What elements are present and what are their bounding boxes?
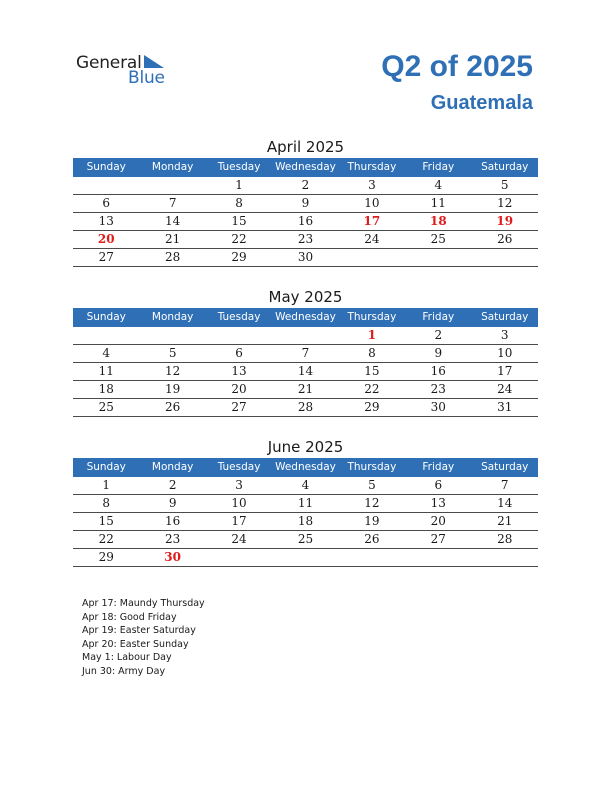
day-cell: 27 (430, 532, 446, 546)
month-name: May 2025 (268, 288, 343, 306)
empty-day-cell (339, 549, 405, 566)
day-cell: 1 (102, 478, 111, 492)
weekday-label: Saturday (481, 161, 529, 173)
empty-day-cell (472, 249, 538, 266)
weekday-label: Sunday (86, 161, 126, 173)
day-cell: 8 (102, 496, 111, 510)
weekday-header (73, 458, 538, 477)
month-calendar (73, 436, 538, 567)
day-cell: 21 (297, 382, 314, 396)
holiday-item: May 1: Labour Day (82, 652, 172, 664)
logo-general-text: General (76, 53, 142, 73)
day-cell: 20 (231, 382, 247, 396)
week-row (73, 513, 538, 531)
week-row (73, 549, 538, 567)
empty-day-cell (339, 249, 405, 266)
holiday-item: Apr 17: Maundy Thursday (82, 598, 205, 609)
day-cell: 24 (364, 232, 380, 246)
day-cell: 1 (235, 178, 243, 192)
day-cell: 13 (430, 496, 446, 510)
day-cell: 4 (434, 178, 443, 192)
day-cell: 7 (301, 346, 310, 360)
day-cell: 19 (496, 214, 514, 228)
holiday-item: Apr 19: Easter Saturday (82, 625, 196, 637)
day-cell: 14 (297, 364, 314, 378)
month-name: June 2025 (267, 438, 344, 456)
day-cell: 16 (297, 214, 314, 228)
day-cell: 24 (231, 532, 247, 546)
day-cell: 9 (301, 196, 310, 210)
empty-day-cell (206, 549, 272, 566)
day-cell: 19 (364, 514, 380, 528)
day-cell: 23 (297, 232, 314, 246)
day-cell: 1 (367, 328, 377, 342)
day-cell: 14 (497, 496, 513, 510)
week-row (73, 477, 538, 495)
day-cell: 7 (168, 196, 177, 210)
day-cell: 10 (497, 346, 513, 360)
week-row (73, 177, 538, 195)
day-cell: 31 (497, 400, 513, 414)
empty-day-cell (73, 177, 139, 194)
weekday-header (73, 158, 538, 177)
day-cell: 3 (368, 178, 376, 192)
weekday-label: Tuesday (217, 161, 261, 173)
day-cell: 30 (430, 400, 446, 414)
empty-day-cell (405, 249, 471, 266)
month-calendar (73, 136, 538, 267)
weekday-label: Wednesday (275, 161, 336, 173)
day-cell: 4 (102, 346, 111, 360)
empty-day-cell (272, 549, 338, 566)
day-cell: 5 (368, 478, 376, 492)
logo-triangle-icon (144, 55, 164, 68)
day-cell: 21 (497, 514, 513, 528)
day-cell: 17 (497, 364, 513, 378)
day-cell: 25 (430, 232, 446, 246)
day-cell: 2 (168, 478, 177, 492)
week-row (73, 381, 538, 399)
day-cell: 19 (164, 382, 181, 396)
day-cell: 15 (98, 514, 114, 528)
empty-day-cell (139, 177, 205, 194)
day-cell: 15 (231, 214, 247, 228)
day-cell: 13 (98, 214, 114, 228)
week-row (73, 327, 538, 345)
day-cell: 17 (231, 514, 247, 528)
holiday-item: Apr 20: Easter Sunday (82, 638, 189, 650)
day-cell: 12 (164, 364, 181, 378)
day-cell: 22 (231, 232, 247, 246)
day-cell: 22 (364, 382, 380, 396)
weekday-label: Friday (422, 311, 455, 323)
empty-day-cell (139, 327, 205, 344)
day-cell: 10 (231, 496, 247, 510)
weekday-label: Tuesday (217, 461, 261, 473)
weekday-label: Saturday (481, 461, 529, 473)
weekday-label: Sunday (86, 461, 126, 473)
day-cell: 2 (301, 178, 310, 192)
day-cell: 4 (301, 478, 310, 492)
empty-day-cell (206, 327, 272, 344)
day-cell: 26 (364, 532, 380, 546)
day-cell: 5 (500, 178, 509, 192)
day-cell: 29 (364, 400, 380, 414)
empty-day-cell (272, 327, 338, 344)
day-cell: 7 (500, 478, 509, 492)
day-cell: 9 (434, 346, 443, 360)
week-row (73, 345, 538, 363)
day-cell: 20 (430, 514, 446, 528)
day-cell: 20 (97, 232, 115, 246)
empty-day-cell (73, 327, 139, 344)
day-cell: 24 (497, 382, 513, 396)
day-cell: 29 (98, 550, 114, 564)
day-cell: 23 (430, 382, 446, 396)
weekday-label: Thursday (347, 161, 397, 173)
country-name: Guatemala (430, 92, 533, 114)
day-cell: 15 (364, 364, 380, 378)
day-cell: 25 (98, 400, 114, 414)
day-cell: 3 (500, 328, 509, 342)
day-cell: 28 (297, 400, 314, 414)
day-cell: 27 (98, 250, 114, 264)
day-cell: 11 (297, 496, 314, 510)
weekday-label: Sunday (86, 311, 126, 323)
generalblue-logo (76, 53, 176, 89)
day-cell: 11 (98, 364, 114, 378)
week-row (73, 531, 538, 549)
day-cell: 11 (430, 196, 446, 210)
day-cell: 27 (231, 400, 247, 414)
holiday-item: Apr 18: Good Friday (82, 611, 177, 623)
weekday-label: Thursday (347, 461, 397, 473)
day-cell: 17 (363, 214, 381, 228)
day-cell: 6 (434, 478, 443, 492)
week-row (73, 195, 538, 213)
weekday-label: Wednesday (275, 461, 336, 473)
month-name: April 2025 (266, 138, 345, 156)
day-cell: 21 (164, 232, 181, 246)
day-cell: 28 (497, 532, 513, 546)
day-cell: 5 (168, 346, 177, 360)
day-cell: 8 (235, 196, 243, 210)
day-cell: 8 (368, 346, 376, 360)
weekday-label: Monday (151, 161, 194, 173)
day-cell: 28 (164, 250, 181, 264)
day-cell: 12 (364, 496, 380, 510)
day-cell: 18 (98, 382, 114, 396)
empty-day-cell (405, 549, 471, 566)
day-cell: 3 (235, 478, 243, 492)
weekday-label: Friday (422, 461, 455, 473)
empty-day-cell (472, 549, 538, 566)
weekday-label: Wednesday (275, 311, 336, 323)
month-calendar (73, 286, 538, 417)
holiday-list (82, 597, 205, 679)
day-cell: 18 (429, 214, 447, 228)
day-cell: 22 (98, 532, 114, 546)
week-row (73, 399, 538, 417)
day-cell: 6 (102, 196, 111, 210)
day-cell: 2 (434, 328, 443, 342)
day-cell: 6 (235, 346, 243, 360)
weekday-label: Saturday (481, 311, 529, 323)
holiday-item: Jun 30: Army Day (82, 665, 166, 677)
weekday-label: Monday (151, 461, 194, 473)
day-cell: 26 (497, 232, 513, 246)
weekday-header (73, 308, 538, 327)
week-row (73, 213, 538, 231)
day-cell: 25 (297, 532, 314, 546)
day-cell: 16 (164, 514, 181, 528)
week-row (73, 231, 538, 249)
day-cell: 12 (497, 196, 513, 210)
week-row (73, 363, 538, 381)
day-cell: 30 (164, 550, 181, 564)
day-cell: 13 (231, 364, 247, 378)
weekday-label: Monday (151, 311, 194, 323)
day-cell: 29 (231, 250, 247, 264)
day-cell: 9 (168, 496, 177, 510)
day-cell: 30 (297, 250, 314, 264)
weekday-label: Tuesday (217, 311, 261, 323)
week-row (73, 249, 538, 267)
day-cell: 14 (164, 214, 181, 228)
week-row (73, 495, 538, 513)
day-cell: 10 (364, 196, 380, 210)
day-cell: 23 (164, 532, 181, 546)
page-title: Q2 of 2025 (381, 50, 533, 83)
weekday-label: Thursday (347, 311, 397, 323)
day-cell: 18 (297, 514, 314, 528)
day-cell: 16 (430, 364, 446, 378)
day-cell: 26 (164, 400, 181, 414)
logo-blue-text: Blue (128, 68, 165, 88)
weekday-label: Friday (422, 161, 455, 173)
